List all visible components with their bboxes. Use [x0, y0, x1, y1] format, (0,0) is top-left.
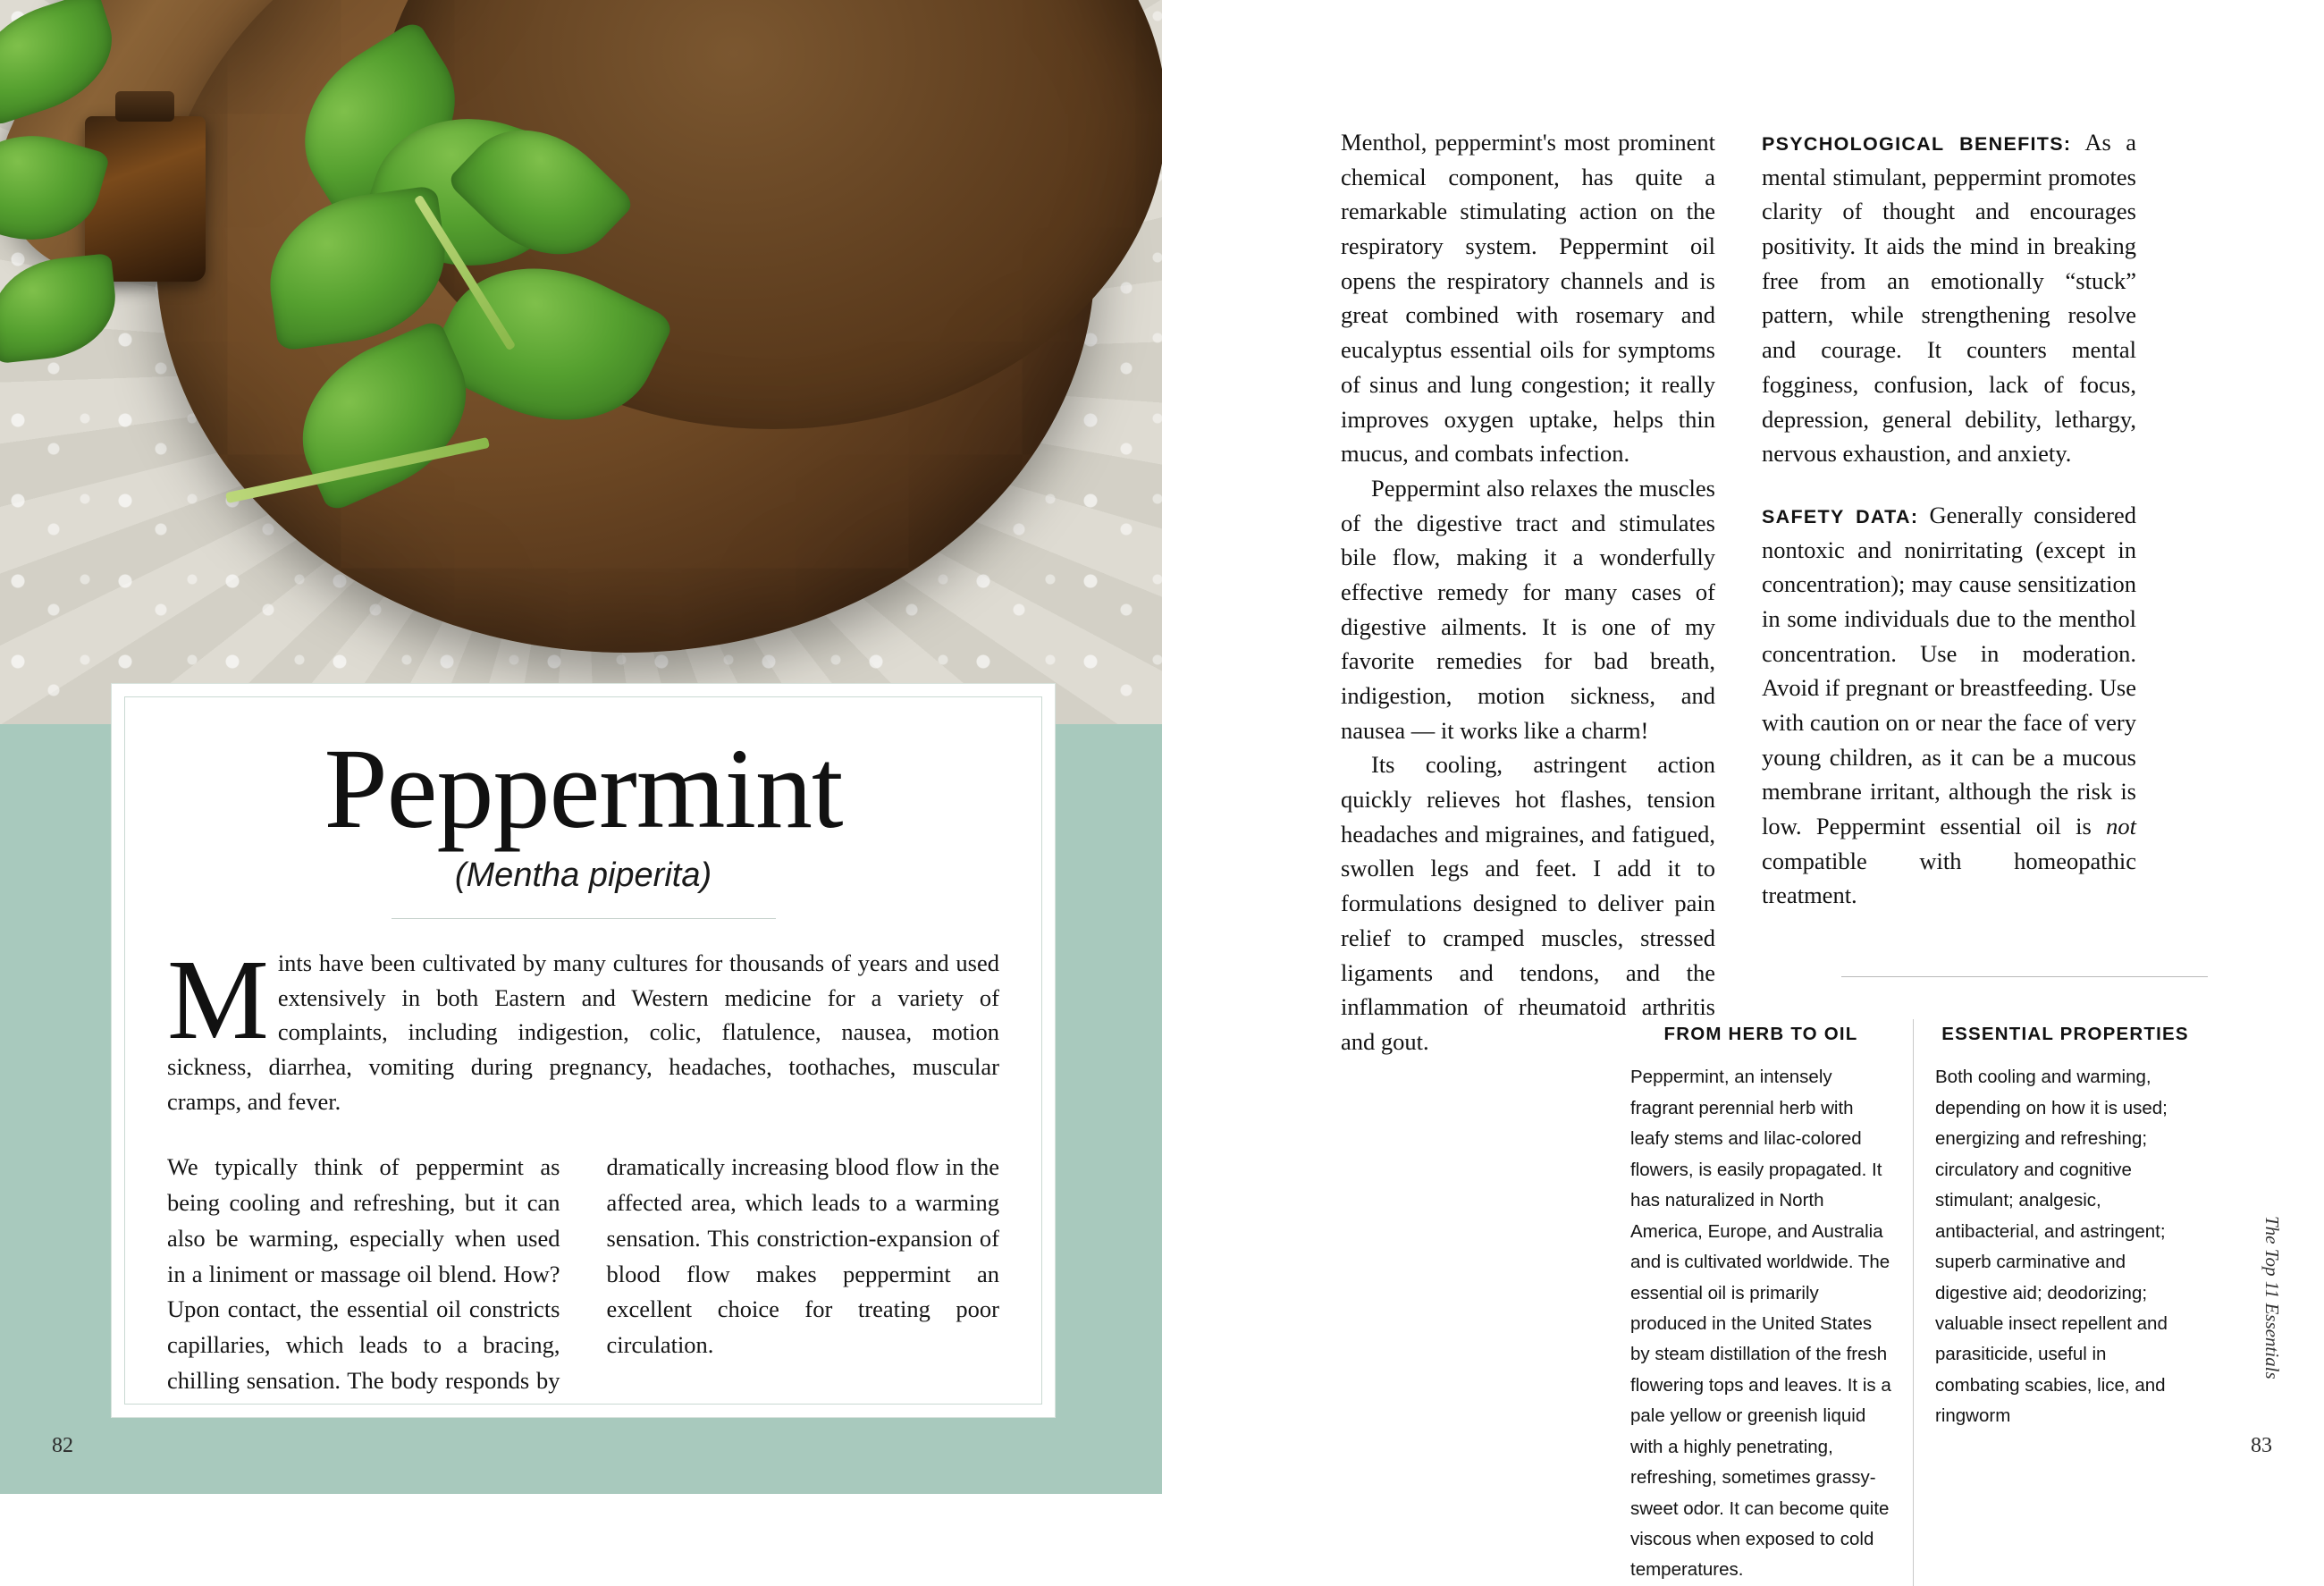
intro-paragraph	[167, 935, 999, 1120]
right-text-columns	[1341, 125, 2136, 1059]
title-divider	[392, 918, 776, 919]
peppermint-photo	[0, 0, 1162, 724]
column-left	[1341, 125, 1715, 1059]
box-text: Peppermint, an intensely fragrant perennial herb with leafy stems and lilac-colored flowers, is easily propagated. It has naturalized in North America, Europe, and Australia and is cultivated worldwide. The essential oil is primarily produced in the United States by steam distillation of the fresh flowering tops and leaves. It is a pale yellow or greenish liquid with a highly penetrating, refreshing, sometimes grassy-sweet odor. It can become quite viscous when exposed to cold temperatures.	[1630, 1067, 1891, 1581]
sidebar-boxes	[1609, 1019, 2217, 1586]
box-heading: ESSENTIAL PROPERTIES	[1941, 1024, 2189, 1044]
box-from-herb-to-oil	[1609, 1019, 1913, 1586]
safety-data-block	[1762, 498, 2136, 913]
psychological-benefits-heading: PSYCHOLOGICAL BENEFITS:	[1762, 133, 2072, 155]
page-number-right: 83	[2251, 1434, 2272, 1457]
paragraph-cooling: Its cooling, astringent action quickly relieves hot flashes, tension headaches and migraines, and fatigued, swollen legs and feet. I add it to formulations designed to deliver pain relief to cramped muscles, stressed ligaments and tendons, and the inflammation of rheumatoid arthritis and gout.	[1341, 751, 1715, 1055]
drop-cap: M	[167, 935, 269, 1063]
psychological-benefits-block	[1762, 125, 2136, 471]
running-head: The Top 11 Essentials	[2261, 1216, 2283, 1379]
safety-data-text-a: Generally considered nontoxic and nonirritating (except in concentration); may cause sensitization in some individuals due to the menthol concentration. Use in moderation. Avoid if pregnant or breastfeeding. Use with caution on or near the face of very young children, as it can be a mucous membrane irritant, although the risk is low. Peppermint essential oil is	[1762, 501, 2136, 840]
body-two-column	[167, 1150, 999, 1398]
box-essential-properties	[1913, 1019, 2217, 1586]
section-divider	[1841, 976, 2208, 977]
title-card	[112, 684, 1055, 1417]
intro-text: ints have been cultivated by many cultures for thousands of years and used extensively in both Eastern and Western medicine for a variety of complaints, including indigestion, colic, flatulence, nausea, motion sickness, diarrhea, vomiting during pregnancy, headaches, toothaches, muscular cramps, and fever.	[167, 949, 999, 1116]
paragraph-digestive: Peppermint also relaxes the muscles of the digestive tract and stimulates bile flow, making it a wonderfully effective remedy for many cases of digestive ailments. It is one of my favorite remedies for bad breath, indigestion, motion sickness, and nausea — it works like a charm!	[1341, 474, 1715, 744]
safety-data-text-b: compatible with homeopathic treatment.	[1762, 847, 2136, 909]
box-heading: FROM HERB TO OIL	[1663, 1024, 1858, 1044]
latin-name: (Mentha piperita)	[454, 856, 712, 894]
body-paragraph: We typically think of peppermint as being cooling and refreshing, but it can also be warming, especially when used in a liniment or massage oil blend. How? Upon contact, the essential oil constricts capillaries, which leads to a bracing, chilling sensation. The body responds by dramatically increasing blood flow in the affected area, which leads to a warming sensation. This constriction-expansion of blood flow makes peppermint an excellent choice for treating poor circulation.	[167, 1153, 999, 1394]
psychological-benefits-text: As a mental stimulant, peppermint promotes clarity of thought and encourages positivity. It aids the mind in breaking free from an emotionally “stuck” pattern, while strengthening resolve and courage. It counters mental fogginess, confusion, lack of focus, depression, general debility, lethargy, nervous exhaustion, and anxiety.	[1762, 129, 2137, 468]
paragraph-menthol: Menthol, peppermint's most prominent chemical component, has quite a remarkable stimulating action on the respiratory system. Peppermint oil opens the respiratory channels and is great combined with rosemary and eucalyptus essential oils for symptoms of sinus and lung congestion; it really improves oxygen uptake, helps thin mucus, and combats infection.	[1341, 129, 1715, 468]
left-page	[0, 0, 1162, 1494]
column-right	[1762, 125, 2136, 1059]
page-title: Peppermint	[324, 725, 843, 852]
right-page	[1162, 0, 2324, 1581]
safety-data-heading: SAFETY DATA:	[1762, 505, 1919, 527]
safety-data-emphasis: not	[2106, 813, 2136, 840]
box-text: Both cooling and warming, depending on how it is used; energizing and refreshing; circulatory and cognitive stimulant; analgesic, antibacterial, and astringent; superb carminative and digestive aid; deodorizing; valuable insect repellent and parasiticide, useful in combating scabies, lice, and ringworm	[1935, 1067, 2168, 1427]
page-number-left: 82	[52, 1434, 73, 1457]
